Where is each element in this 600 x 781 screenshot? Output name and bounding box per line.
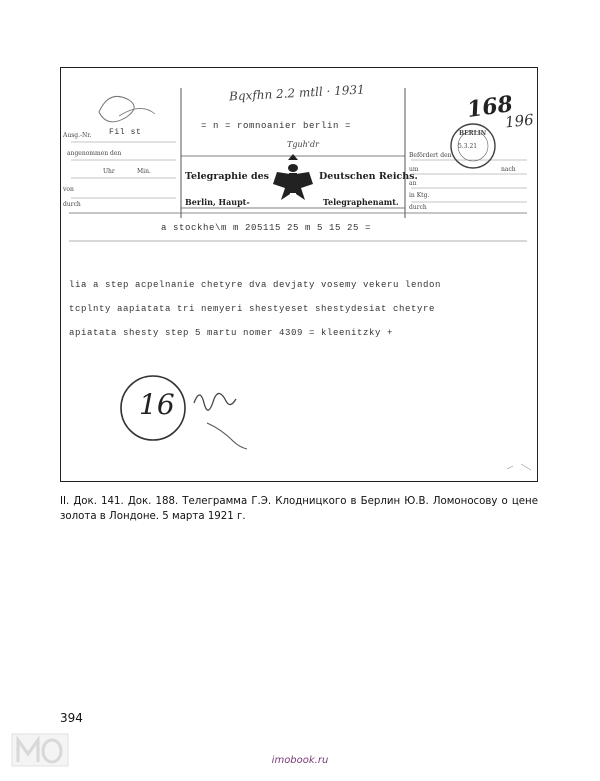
form-label-uhr: Uhr	[103, 168, 115, 175]
telegram-header-line: = n = romnoanier berlin =	[201, 121, 352, 131]
site-link[interactable]: imobook.ru	[271, 755, 329, 766]
telegram-body-line-1: lia a step acpelnanie chetyre dva devjaty vosemy vekeru lendon	[69, 280, 442, 290]
form-label-min: Min.	[137, 168, 151, 175]
handwritten-note-top: Bqxfhn 2.2 mtll · 1931	[228, 82, 366, 104]
handwritten-number-top: 168	[465, 90, 515, 124]
form-number: Fil st	[109, 128, 142, 137]
handwritten-number-alt: 196	[504, 110, 535, 132]
telegram-origin-line: a stockhe\m m 205115 25 m 5 15 25 =	[161, 223, 372, 233]
circled-number: 16	[139, 388, 175, 421]
office-sub-right: Telegraphenamt.	[323, 197, 399, 207]
telegram-body-line-2: tcplnty aapiatata tri nemyeri shestyeset shestydesiat chetyre	[69, 304, 436, 314]
stamp-date: 5.3.21	[458, 143, 478, 150]
office-title-left: Telegraphie des	[185, 171, 270, 182]
office-title-right: Deutschen Reichs.	[319, 171, 418, 182]
page-number: 394	[60, 711, 83, 725]
office-sub-left: Berlin, Haupt-	[185, 197, 250, 207]
form-label-um: um	[409, 166, 419, 173]
form-label-von: von	[63, 186, 74, 193]
form-label-in-ktg: in Ktg.	[409, 192, 430, 199]
handwritten-note-small: Tguh'dr	[287, 140, 319, 149]
stamp-text: BERLIN	[459, 130, 487, 137]
form-label-durch-right: durch	[409, 204, 427, 211]
form-label-nach: nach	[501, 166, 516, 173]
telegram-body-line-3: apiatata shesty step 5 martu nomer 4309 = kleenitzky +	[69, 328, 394, 338]
form-label-ausg: Ausg.-Nr.	[63, 132, 92, 139]
form-label-befordert: Befördert den	[409, 152, 452, 159]
form-label-an: an	[409, 180, 417, 187]
telegram-scan	[60, 67, 538, 482]
document-caption: II. Док. 141. Док. 188. Телеграмма Г.Э. Клодницкого в Берлин Ю.В. Ломоносову о цене золота в Лондоне. 5 марта 1921 г.	[60, 496, 538, 522]
form-label-angenommen: angenommen den	[67, 150, 122, 157]
form-label-durch-left: durch	[63, 201, 81, 208]
